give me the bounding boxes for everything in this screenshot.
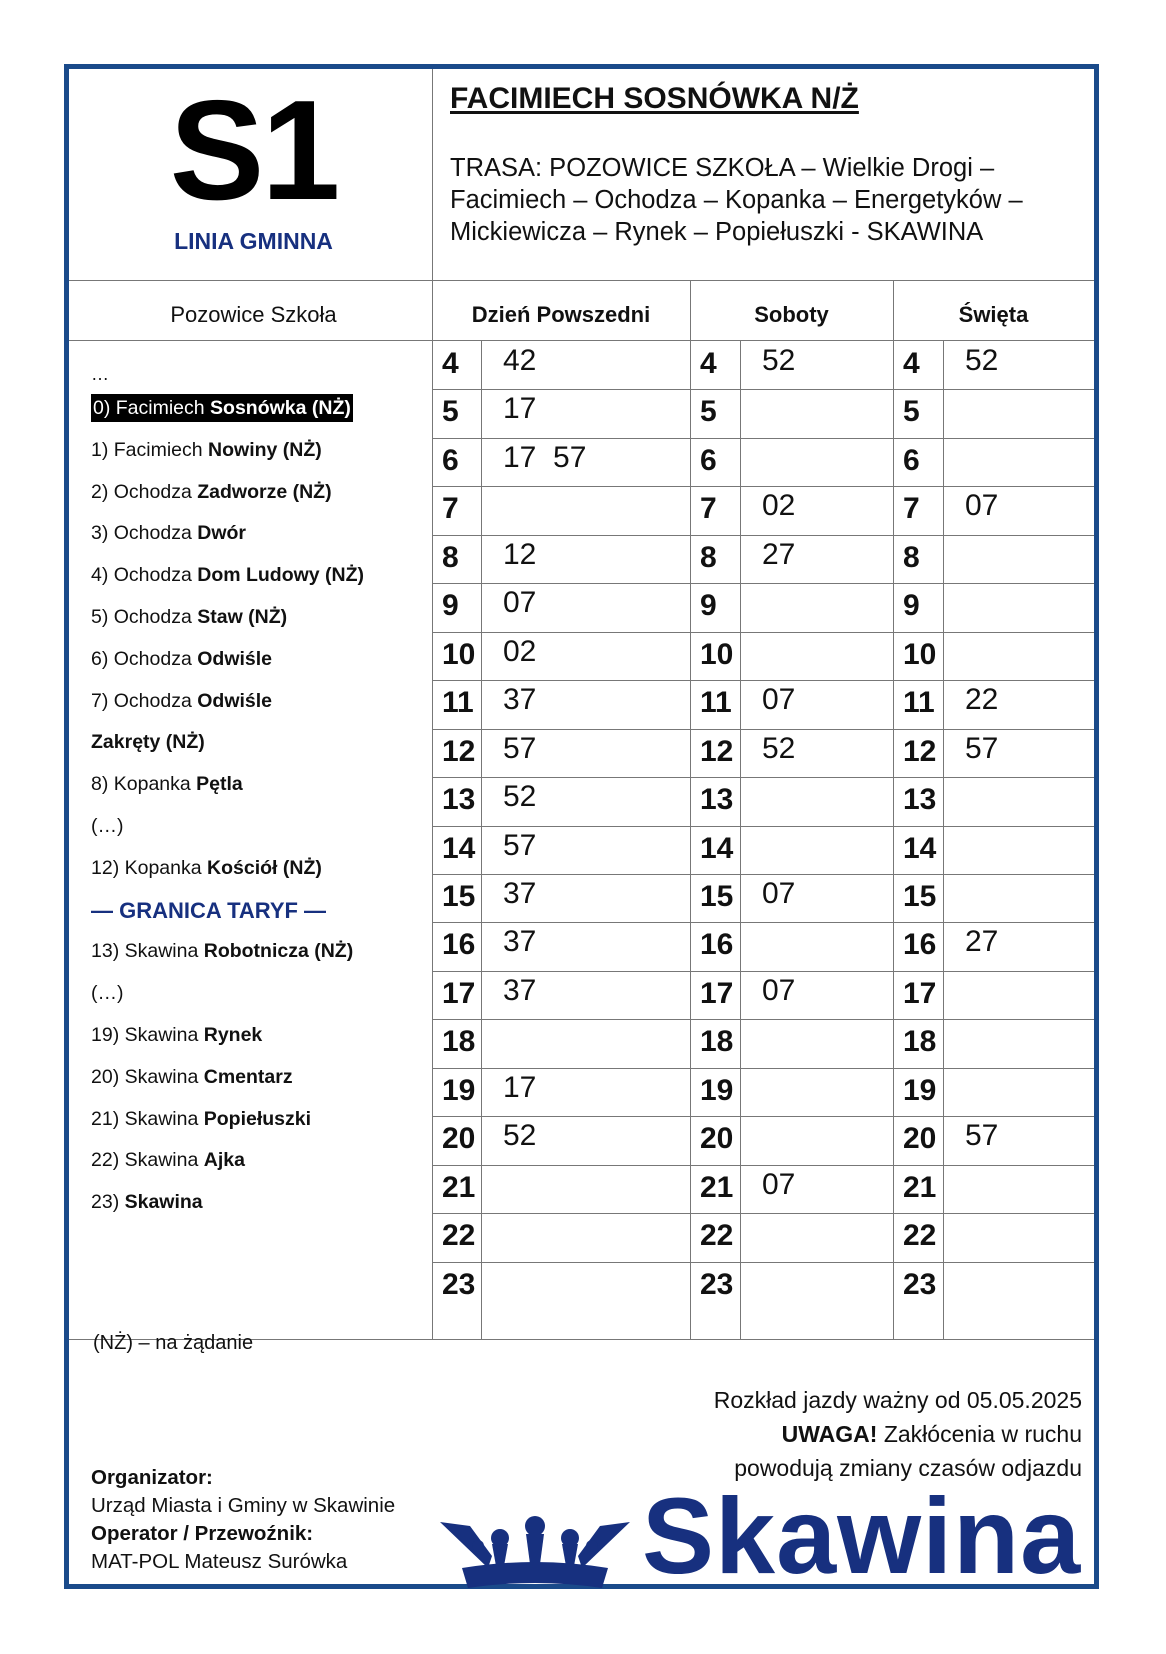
skawina-logo-text: Skawina — [642, 1475, 1082, 1596]
divider-hol-hour — [943, 340, 944, 1339]
hour-cell: 9 — [442, 589, 459, 623]
row-divider — [432, 922, 1094, 923]
row-divider — [432, 971, 1094, 972]
stop-item — [91, 1140, 431, 1182]
validity-notice — [714, 1383, 1082, 1485]
notice-text: Zakłócenia w ruchu — [877, 1421, 1082, 1447]
minutes-cell: 07 — [965, 489, 999, 523]
hour-cell: 8 — [700, 540, 717, 574]
stop-name: Robotnicza (NŻ) — [203, 940, 354, 963]
stop-item-text — [91, 815, 124, 837]
row-divider — [432, 874, 1094, 875]
hour-cell: 10 — [442, 637, 476, 671]
stop-item-text — [91, 940, 353, 962]
stop-name: Zadworze (NŻ) — [197, 480, 332, 503]
minutes-cell: 52 — [762, 731, 796, 765]
minutes-cell: 37 — [503, 876, 537, 910]
minutes-cell: 57 — [965, 731, 999, 765]
stop-item-text — [91, 394, 353, 422]
operator-name: MAT-POL Mateusz Surówka — [91, 1550, 348, 1573]
hour-cell: 16 — [903, 928, 937, 962]
stop-name: Dom Ludowy (NŻ) — [197, 564, 365, 587]
hour-cell: 23 — [442, 1267, 476, 1301]
stop-prefix: 8) Kopanka — [91, 773, 197, 796]
stop-prefix: 23) — [91, 1191, 125, 1214]
hour-cell: 10 — [903, 637, 937, 671]
minutes-cell: 57 — [503, 731, 537, 765]
stop-prefix: (…) — [91, 982, 124, 1005]
hour-cell: 19 — [700, 1073, 734, 1107]
column-header-weekday: Dzień Powszedni — [471, 302, 651, 327]
hour-cell: 17 — [903, 976, 937, 1010]
stop-item — [91, 1015, 431, 1057]
minutes-cell: 22 — [965, 683, 999, 717]
stop-item-text — [91, 1024, 262, 1046]
minutes-cell: 02 — [762, 489, 796, 523]
row-divider — [432, 389, 1094, 390]
stop-prefix: 13) Skawina — [91, 940, 204, 963]
row-divider — [432, 1116, 1094, 1117]
stop-item-text — [91, 1108, 311, 1130]
stop-list — [91, 360, 431, 1224]
notice-line-2: powodują zmiany czasów odjazdu — [734, 1455, 1082, 1481]
stop-name: Cmentarz — [203, 1065, 293, 1088]
hour-cell: 15 — [442, 879, 476, 913]
stop-item — [91, 806, 431, 848]
hour-cell: 15 — [700, 879, 734, 913]
hour-cell: 17 — [700, 976, 734, 1010]
row-divider — [432, 826, 1094, 827]
stop-name: Skawina — [124, 1191, 203, 1214]
stop-name: Ajka — [203, 1149, 245, 1172]
minutes-cell: 17 — [503, 1070, 537, 1104]
hour-cell: 16 — [442, 928, 476, 962]
stop-name: Pętla — [196, 773, 243, 796]
stop-item — [91, 1099, 431, 1141]
stop-item — [91, 472, 431, 514]
hour-cell: 7 — [700, 492, 717, 526]
hour-cell: 4 — [442, 347, 459, 380]
route-line: Facimiech – Ochodza – Kopanka – Energetyków – — [450, 186, 1023, 214]
stop-prefix: 7) Ochodza — [91, 689, 198, 712]
hour-cell: 14 — [442, 831, 476, 865]
minutes-cell: 27 — [965, 925, 999, 959]
row-divider — [432, 1213, 1094, 1214]
line-type: LINIA GMINNA — [174, 228, 333, 254]
row-divider — [432, 438, 1094, 439]
stop-name: Rynek — [203, 1023, 263, 1046]
stop-item — [91, 1182, 431, 1224]
stop-item — [91, 1057, 431, 1099]
hour-cell: 18 — [903, 1025, 937, 1059]
hour-cell: 13 — [442, 783, 476, 817]
stop-prefix: 0) Facimiech — [93, 397, 211, 419]
hour-cell: 21 — [903, 1170, 937, 1204]
hour-cell: 8 — [903, 540, 920, 574]
stop-item — [91, 555, 431, 597]
hour-cell: 21 — [700, 1170, 734, 1204]
hour-cell: 12 — [700, 734, 734, 768]
skawina-crown-logo-icon — [440, 1516, 630, 1590]
hour-cell: 6 — [700, 443, 717, 477]
stop-item-text — [91, 773, 243, 795]
hour-cell: 15 — [903, 879, 937, 913]
minutes-cell: 17 — [503, 392, 537, 426]
minutes-cell: 07 — [762, 1167, 796, 1201]
stop-title: FACIMIECH SOSNÓWKA N/Ż — [450, 82, 859, 115]
minutes-cell: 27 — [762, 537, 796, 571]
row-divider — [432, 632, 1094, 633]
legend: (NŻ) – na żądanie — [93, 1332, 254, 1354]
organizer-name: Urząd Miasta i Gminy w Skawinie — [91, 1494, 396, 1517]
notice-label: UWAGA! — [781, 1421, 878, 1447]
divider-header — [69, 280, 1094, 281]
route-description — [450, 152, 1090, 248]
stop-item — [91, 597, 431, 639]
hour-cell: 19 — [903, 1073, 937, 1107]
stop-prefix: 5) Ochodza — [91, 605, 198, 628]
divider-wk-hour — [481, 340, 482, 1339]
hour-cell: 4 — [903, 347, 920, 380]
stop-item-text — [91, 564, 364, 586]
row-divider — [432, 1068, 1094, 1069]
stop-prefix: 12) Kopanka — [91, 856, 208, 879]
stop-item-text — [91, 857, 322, 879]
hour-cell: 9 — [700, 589, 717, 623]
notice-line — [714, 1417, 1082, 1451]
stop-name: Nowiny (NŻ) — [208, 438, 322, 461]
stop-prefix: 21) Skawina — [91, 1107, 204, 1130]
stop-prefix: 6) Ochodza — [91, 647, 198, 670]
hour-cell: 6 — [442, 443, 459, 477]
hour-cell: 20 — [903, 1122, 937, 1156]
validity-date: Rozkład jazdy ważny od 05.05.2025 — [713, 1387, 1082, 1413]
row-divider — [432, 1262, 1094, 1263]
hour-cell: 12 — [442, 734, 476, 768]
minutes-cell: 37 — [503, 925, 537, 959]
minutes-cell: 12 — [503, 537, 537, 571]
hour-cell: 22 — [903, 1219, 937, 1253]
row-divider — [432, 1019, 1094, 1020]
hour-cell: 13 — [903, 783, 937, 817]
stop-item-text — [91, 1149, 245, 1171]
hour-cell: 10 — [700, 637, 734, 671]
hour-cell: 18 — [700, 1025, 734, 1059]
minutes-cell: 42 — [503, 344, 537, 377]
stop-item-text — [91, 481, 332, 503]
column-header-holiday: Święta — [958, 302, 1029, 327]
hour-cell: 23 — [903, 1267, 937, 1301]
stop-prefix: 20) Skawina — [91, 1065, 204, 1088]
hour-cell: 14 — [903, 831, 937, 865]
stop-prefix: 1) Facimiech — [91, 438, 209, 461]
hour-cell: 20 — [700, 1122, 734, 1156]
minutes-cell: 17 57 — [503, 440, 587, 474]
minutes-cell: 02 — [503, 634, 537, 668]
stop-item — [91, 764, 431, 806]
stop-item-text — [91, 648, 272, 670]
route-line: Mickiewicza – Rynek – Popiełuszki - SKAWINA — [450, 218, 984, 246]
stop-item — [91, 639, 431, 681]
hour-cell: 11 — [700, 686, 732, 720]
minutes-cell: 37 — [503, 973, 537, 1007]
stop-name: Kościół (NŻ) — [207, 856, 322, 879]
stop-item-text — [91, 1191, 203, 1213]
stop-name: Dwór — [197, 522, 246, 545]
stop-item-text — [91, 690, 272, 712]
row-divider — [432, 535, 1094, 536]
stop-item — [91, 931, 431, 973]
stop-item-text — [91, 606, 287, 628]
line-number: S1 — [169, 71, 338, 230]
hour-cell: 11 — [442, 686, 474, 720]
row-divider — [432, 1165, 1094, 1166]
row-divider — [432, 486, 1094, 487]
hour-cell: 12 — [903, 734, 937, 768]
hour-cell: 19 — [442, 1073, 476, 1107]
stop-item-text — [91, 731, 205, 753]
hour-cell: 22 — [700, 1219, 734, 1253]
stop-item — [91, 848, 431, 890]
minutes-cell: 52 — [503, 780, 537, 814]
column-header-saturday: Soboty — [754, 302, 829, 327]
hour-cell: 5 — [903, 395, 920, 429]
divider-columns — [69, 340, 1094, 341]
hour-cell: 9 — [903, 589, 920, 623]
stop-item — [91, 513, 431, 555]
stop-name: Odwiśle — [197, 689, 273, 712]
tariff-boundary: — GRANICA TARYF — — [91, 897, 327, 923]
stop-prefix: 22) Skawina — [91, 1149, 204, 1172]
hour-cell: 4 — [700, 347, 717, 380]
minutes-cell: 07 — [762, 683, 796, 717]
hour-cell: 7 — [903, 492, 920, 526]
stop-item — [91, 388, 431, 430]
divider-sat-hour — [740, 340, 741, 1339]
stop-item-text — [91, 1066, 293, 1088]
stop-prefix: 4) Ochodza — [91, 564, 198, 587]
hour-cell: 23 — [700, 1267, 734, 1301]
minutes-cell: 57 — [965, 1119, 999, 1153]
minutes-cell: 37 — [503, 683, 537, 717]
hour-cell: 8 — [442, 540, 459, 574]
stop-name: Popiełuszki — [203, 1107, 312, 1130]
route-line: TRASA: POZOWICE SZKOŁA – Wielkie Drogi – — [450, 154, 995, 182]
row-divider — [432, 680, 1094, 681]
minutes-cell: 07 — [762, 973, 796, 1007]
stop-name: Staw (NŻ) — [197, 605, 288, 628]
hour-cell: 17 — [442, 976, 476, 1010]
stop-item — [91, 681, 431, 723]
hour-cell: 5 — [442, 395, 459, 429]
stop-item — [91, 973, 431, 1015]
hour-cell: 11 — [903, 686, 935, 720]
hour-cell: 14 — [700, 831, 734, 865]
row-divider — [432, 729, 1094, 730]
hour-cell: 5 — [700, 395, 717, 429]
stop-prefix: (…) — [91, 814, 124, 837]
organizer-info — [91, 1464, 395, 1576]
stop-list-leading: … — [91, 364, 109, 384]
stop-item — [91, 430, 431, 472]
hour-cell: 20 — [442, 1122, 476, 1156]
minutes-cell: 57 — [503, 828, 537, 862]
operator-label: Operator / Przewoźnik: — [91, 1522, 314, 1545]
stop-item — [91, 722, 431, 764]
hour-cell: 21 — [442, 1170, 476, 1204]
minutes-cell: 07 — [503, 586, 537, 620]
minutes-cell: 52 — [503, 1119, 537, 1153]
stop-name: Odwiśle — [197, 647, 273, 670]
stop-prefix: 2) Ochodza — [91, 480, 198, 503]
stop-prefix: 3) Ochodza — [91, 522, 198, 545]
minutes-cell: 52 — [762, 344, 796, 377]
minutes-cell: 07 — [762, 876, 796, 910]
row-divider — [432, 583, 1094, 584]
hour-cell: 13 — [700, 783, 734, 817]
divider-main — [432, 69, 433, 1339]
hour-cell: 22 — [442, 1219, 476, 1253]
stop-prefix: 19) Skawina — [91, 1023, 204, 1046]
organizer-label: Organizator: — [91, 1466, 213, 1489]
stop-name: Zakręty (NŻ) — [91, 731, 205, 754]
stop-name: Sosnówka (NŻ) — [210, 397, 351, 419]
origin-stop: Pozowice Szkoła — [170, 302, 337, 327]
hour-cell: 16 — [700, 928, 734, 962]
hour-cell: 6 — [903, 443, 920, 477]
hour-cell: 7 — [442, 492, 459, 526]
hour-cell: 18 — [442, 1025, 476, 1059]
stop-item-text — [91, 982, 124, 1004]
minutes-cell: 52 — [965, 344, 999, 377]
stop-item-text — [91, 522, 246, 544]
row-divider — [432, 777, 1094, 778]
stop-item-text — [91, 439, 322, 461]
